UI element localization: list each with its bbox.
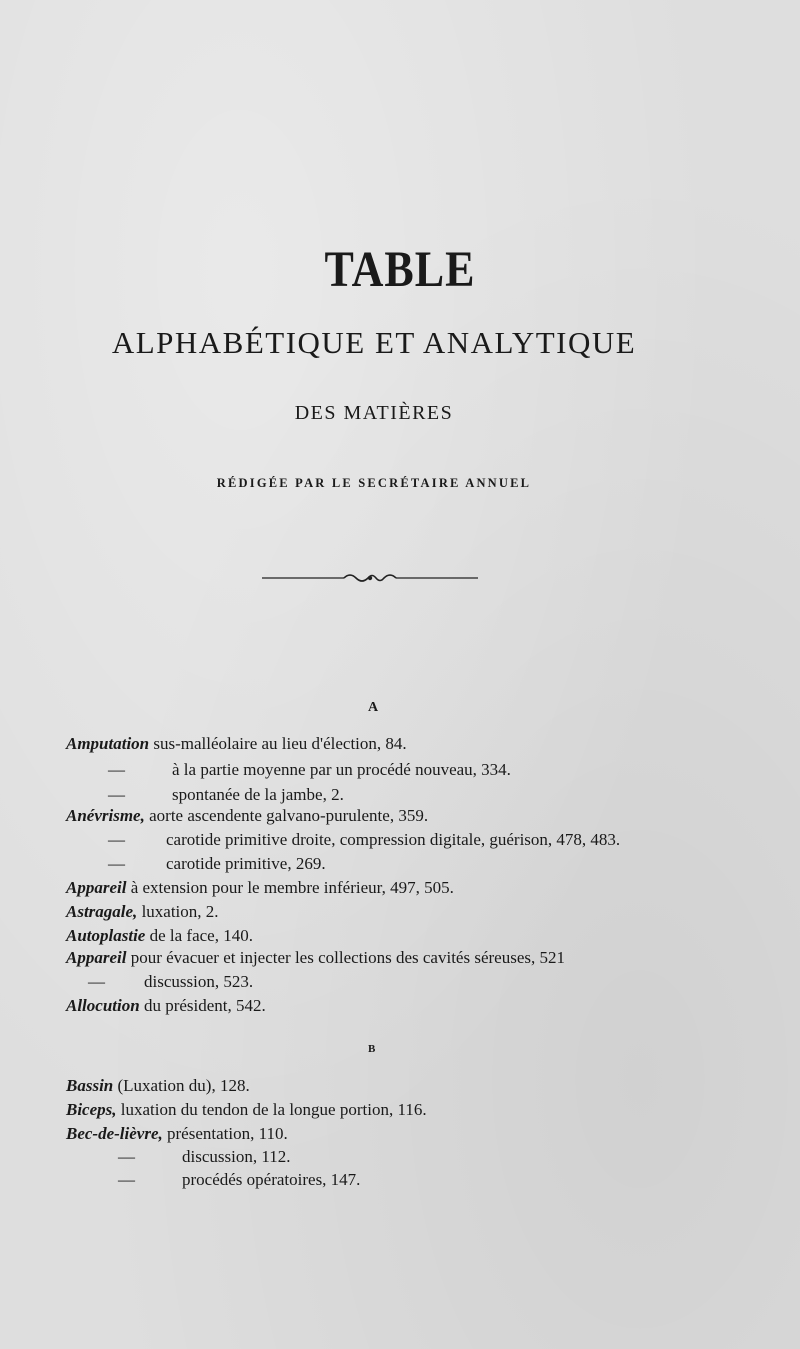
page-subtitle: ALPHABÉTIQUE ET ANALYTIQUE <box>111 325 637 360</box>
entry-dash: — <box>108 760 125 779</box>
entry-dash: — <box>88 972 105 991</box>
entry-text: (Luxation du), 128. <box>113 1076 250 1095</box>
index-entry <box>88 972 253 992</box>
entry-dash: — <box>108 785 125 804</box>
entry-head: Astragale, <box>66 902 138 921</box>
section-letter-a: A <box>368 700 379 715</box>
entry-text: spontanée de la jambe, 2. <box>172 785 344 804</box>
page-title: TABLE <box>324 241 476 298</box>
entry-head: Bec-de-lièvre, <box>66 1124 163 1143</box>
entry-text: carotide primitive, 269. <box>166 854 326 873</box>
entry-text: à la partie moyenne par un procédé nouveau, 334. <box>172 760 511 779</box>
index-entry <box>118 1147 290 1167</box>
entry-head: Amputation <box>66 734 150 753</box>
index-entry <box>66 806 428 826</box>
index-entry <box>66 734 407 754</box>
index-entry <box>66 948 565 968</box>
ornament-divider-icon <box>262 570 478 586</box>
entry-text: carotide primitive droite, compression digitale, guérison, 478, 483. <box>166 830 621 849</box>
index-entry <box>108 760 511 780</box>
entry-text: du président, 542. <box>139 996 266 1015</box>
entry-head: Anévrisme, <box>66 806 145 825</box>
index-entry <box>66 878 454 898</box>
entry-dash: — <box>108 854 125 873</box>
index-entry <box>66 926 253 946</box>
entry-text: de la face, 140. <box>145 926 253 945</box>
index-entry <box>66 1076 250 1096</box>
entry-dash: — <box>118 1170 135 1189</box>
entry-text: sus-malléolaire au lieu d'élection, 84. <box>149 734 407 753</box>
entry-head: Appareil <box>66 878 127 897</box>
entry-head: Autoplastie <box>66 926 146 945</box>
index-entry <box>108 854 326 874</box>
entry-dash: — <box>118 1147 135 1166</box>
entry-head: Appareil <box>66 948 127 967</box>
redaction-note: RÉDIGÉE PAR LE SECRÉTAIRE ANNUEL <box>216 476 532 490</box>
index-entry <box>66 1100 427 1120</box>
entry-text: à extension pour le membre inférieur, 497, 505. <box>126 878 454 897</box>
entry-head: Bassin <box>66 1076 114 1095</box>
index-entry <box>66 902 219 922</box>
index-entry <box>108 785 344 805</box>
entry-text: luxation du tendon de la longue portion, 116. <box>116 1100 427 1119</box>
entry-head: Allocution <box>66 996 140 1015</box>
entry-text: procédés opératoires, 147. <box>182 1170 361 1189</box>
page-subtitle-secondary: DES MATIÈRES <box>294 402 454 424</box>
entry-text: aorte ascendente galvano-purulente, 359. <box>144 806 429 825</box>
index-entry <box>66 996 266 1016</box>
entry-head: Biceps, <box>66 1100 117 1119</box>
entry-text: discussion, 523. <box>144 972 254 991</box>
entry-text: discussion, 112. <box>182 1147 291 1166</box>
section-letter-b: B <box>368 1043 376 1055</box>
entry-text: présentation, 110. <box>162 1124 288 1143</box>
entry-dash: — <box>108 830 125 849</box>
index-entry <box>118 1170 360 1190</box>
entry-text: pour évacuer et injecter les collections des cavités séreuses, 521 <box>126 948 565 967</box>
index-entry <box>108 830 620 850</box>
entry-text: luxation, 2. <box>137 902 219 921</box>
index-entry <box>66 1124 288 1144</box>
